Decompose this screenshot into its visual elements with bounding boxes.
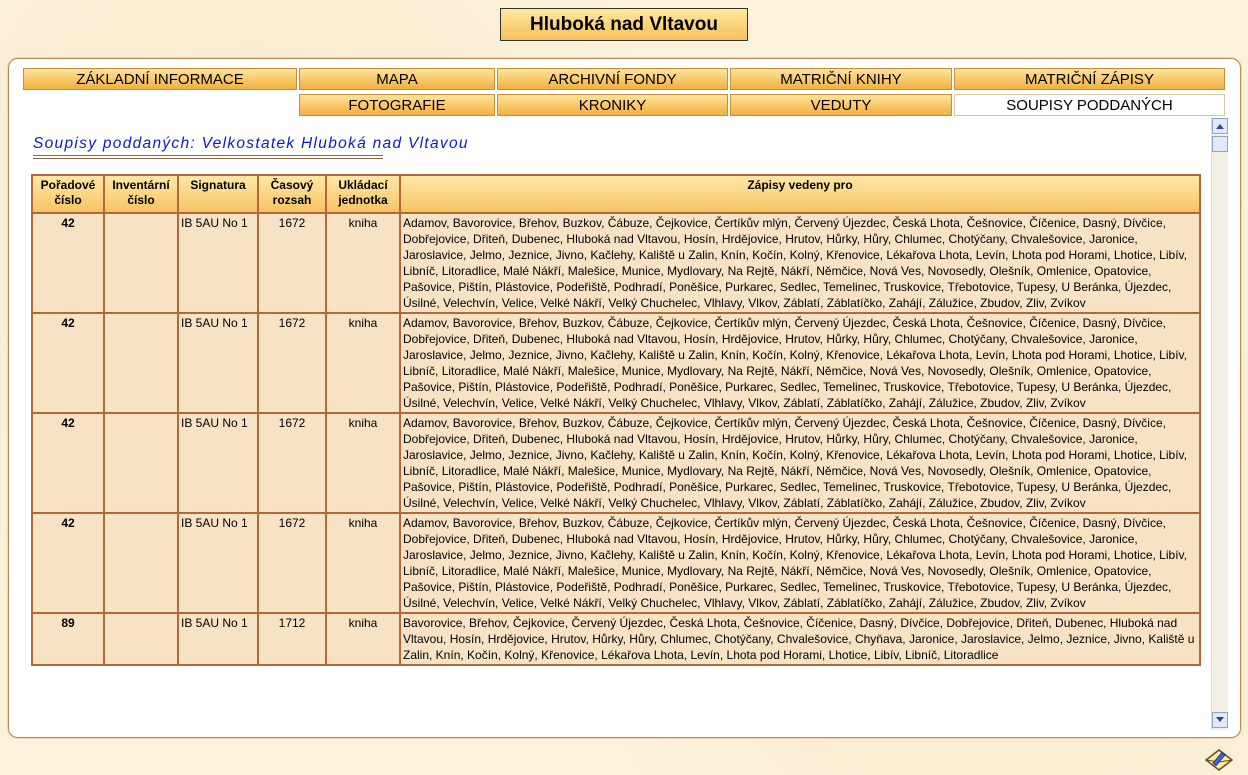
- col-header-poradove-cislo: Pořadové číslo: [32, 175, 104, 213]
- cell-zapisy: Adamov, Bavorovice, Břehov, Buzkov, Čábuze, Čejkovice, Čertíkův mlýn, Červený Újezdec, Česká Lhota, Češnovice, Číčenice, Dasný, Dívčice, Dobřejovice, Dřiteň, Dubenec, Hluboká nad Vltavou, Hosín, Hrdějovice, Hrutov, Hůrky, Hůry, Chlumec, Chotýčany, Chvalešovice, Jaronice, Jaroslavice, Jelmo, Jeznice, Jivno, Kačlehy, Kaliště u Zalin, Knín, Kočín, Kolný, Křenovice, Lékařova Lhota, Levín, Lhota pod Horami, Lhotice, Libív, Libníč, Litoradlice, Malé Nákří, Malešice, Munice, Mydlovary, Na Rejtě, Nákří, Němčice, Nová Ves, Novosedly, Olešník, Omlenice, Opatovice, Pašovice, Pištín, Plástovice, Podeřiště, Podhradí, Poněšice, Purkarec, Sedlec, Temelinec, Truskovice, Třebotovice, Tupesy, U Beránka, Újezdec, Úsilné, Velechvín, Velice, Velké Nákří, Velký Chuchelec, Vlhlavy, Vlkov, Záblatí, Záblatíčko, Zahájí, Zálužice, Zbudov, Zliv, Zvíkov: [400, 513, 1200, 613]
- cell-zapisy: Adamov, Bavorovice, Břehov, Buzkov, Čábuze, Čejkovice, Čertíkův mlýn, Červený Újezdec, Česká Lhota, Češnovice, Číčenice, Dasný, Dívčice, Dobřejovice, Dřiteň, Dubenec, Hluboká nad Vltavou, Hosín, Hrdějovice, Hrutov, Hůrky, Hůry, Chlumec, Chotýčany, Chvalešovice, Jaronice, Jaroslavice, Jelmo, Jeznice, Jivno, Kačlehy, Kaliště u Zalin, Knín, Kočín, Kolný, Křenovice, Lékařova Lhota, Levín, Lhota pod Horami, Lhotice, Libív, Libníč, Litoradlice, Malé Nákří, Malešice, Munice, Mydlovary, Na Rejtě, Nákří, Němčice, Nová Ves, Novosedly, Olešník, Omlenice, Opatovice, Pašovice, Pištín, Plástovice, Podeřiště, Podhradí, Poněšice, Purkarec, Sedlec, Temelinec, Truskovice, Třebotovice, Tupesy, U Beránka, Újezdec, Úsilné, Velechvín, Velice, Velké Nákří, Velký Chuchelec, Vlhlavy, Vlkov, Záblatí, Záblatíčko, Zahájí, Zálužice, Zbudov, Zliv, Zvíkov: [400, 213, 1200, 313]
- col-header-signatura: Signatura: [178, 175, 258, 213]
- cell-inventarni: [104, 513, 178, 613]
- cell-cislo: 42: [32, 313, 104, 413]
- section-heading: Soupisy poddaných: Velkostatek Hluboká nad Vltavou: [33, 135, 469, 152]
- tab-mapa[interactable]: MAPA: [299, 68, 495, 90]
- cell-rozsah: 1672: [258, 313, 326, 413]
- col-header-ukladaci-jednotka: Ukládací jednotka: [326, 175, 400, 213]
- cell-signatura: IB 5AU No 1: [178, 513, 258, 613]
- cell-cislo: 42: [32, 213, 104, 313]
- col-header-casovy-rozsah: Časový rozsah: [258, 175, 326, 213]
- cell-signatura: IB 5AU No 1: [178, 213, 258, 313]
- cell-jednotka: kniha: [326, 513, 400, 613]
- table-row: [32, 513, 1200, 613]
- cell-zapisy: Adamov, Bavorovice, Břehov, Buzkov, Čábuze, Čejkovice, Čertíkův mlýn, Červený Újezdec, Česká Lhota, Češnovice, Číčenice, Dasný, Dívčice, Dobřejovice, Dřiteň, Dubenec, Hluboká nad Vltavou, Hosín, Hrdějovice, Hrutov, Hůrky, Hůry, Chlumec, Chotýčany, Chvalešovice, Jaronice, Jaroslavice, Jelmo, Jeznice, Jivno, Kačlehy, Kaliště u Zalin, Knín, Kočín, Kolný, Křenovice, Lékařova Lhota, Levín, Lhota pod Horami, Lhotice, Libív, Libníč, Litoradlice, Malé Nákří, Malešice, Munice, Mydlovary, Na Rejtě, Nákří, Němčice, Nová Ves, Novosedly, Olešník, Omlenice, Opatovice, Pašovice, Pištín, Plástovice, Podeřiště, Podhradí, Poněšice, Purkarec, Sedlec, Temelinec, Truskovice, Třebotovice, Tupesy, U Beránka, Újezdec, Úsilné, Velechvín, Velice, Velké Nákří, Velký Chuchelec, Vlhlavy, Vlkov, Záblatí, Záblatíčko, Zahájí, Zálužice, Zbudov, Zliv, Zvíkov: [400, 413, 1200, 513]
- col-header-zapisy-vedeny-pro: Zápisy vedeny pro: [400, 175, 1200, 213]
- tab-soupisy-poddanych[interactable]: SOUPISY PODDANÝCH: [954, 94, 1225, 116]
- cell-inventarni: [104, 413, 178, 513]
- table-row: [32, 613, 1200, 665]
- scrollbar-thumb[interactable]: [1212, 136, 1228, 152]
- chevron-up-icon: [1216, 123, 1224, 129]
- vertical-scrollbar[interactable]: [1211, 118, 1228, 730]
- tab-zakladni-informace[interactable]: ZÁKLADNÍ INFORMACE: [23, 68, 297, 90]
- scroll-up-button[interactable]: [1212, 118, 1228, 134]
- cell-jednotka: kniha: [326, 613, 400, 665]
- tab-archivni-fondy[interactable]: ARCHIVNÍ FONDY: [497, 68, 728, 90]
- table-row: [32, 313, 1200, 413]
- cell-zapisy: Bavorovice, Břehov, Čejkovice, Červený Újezdec, Česká Lhota, Češnovice, Číčenice, Dasný, Dívčice, Dobřejovice, Dřiteň, Dubenec, Hluboká nad Vltavou, Hosín, Hrdějovice, Hrutov, Hůrky, Hůry, Chlumec, Chotýčany, Chvalešovice, Chyňava, Jaronice, Jaroslavice, Jelmo, Jeznice, Jivno, Kaliště u Zalin, Knín, Kočín, Kolný, Křenovice, Lékařova Lhota, Levín, Lhota pod Horami, Lhotice, Libív, Libníč, Litoradlice: [400, 613, 1200, 665]
- scroll-down-button[interactable]: [1212, 712, 1228, 728]
- soupisy-table: [31, 174, 1201, 666]
- cell-cislo: 42: [32, 513, 104, 613]
- cell-cislo: 89: [32, 613, 104, 665]
- envelope-pencil-icon[interactable]: [1203, 742, 1235, 774]
- cell-jednotka: kniha: [326, 313, 400, 413]
- cell-rozsah: 1672: [258, 213, 326, 313]
- cell-jednotka: kniha: [326, 213, 400, 313]
- cell-inventarni: [104, 213, 178, 313]
- heading-underline: [33, 155, 383, 159]
- page-title: Hluboká nad Vltavou: [500, 8, 748, 41]
- tab-fotografie[interactable]: FOTOGRAFIE: [299, 94, 495, 116]
- cell-inventarni: [104, 613, 178, 665]
- table-row: [32, 213, 1200, 313]
- cell-jednotka: kniha: [326, 413, 400, 513]
- cell-cislo: 42: [32, 413, 104, 513]
- cell-zapisy: Adamov, Bavorovice, Břehov, Buzkov, Čábuze, Čejkovice, Čertíkův mlýn, Červený Újezdec, Česká Lhota, Češnovice, Číčenice, Dasný, Dívčice, Dobřejovice, Dřiteň, Dubenec, Hluboká nad Vltavou, Hosín, Hrdějovice, Hrutov, Hůrky, Hůry, Chlumec, Chotýčany, Chvalešovice, Jaronice, Jaroslavice, Jelmo, Jeznice, Jivno, Kačlehy, Kaliště u Zalin, Knín, Kočín, Kolný, Křenovice, Lékařova Lhota, Levín, Lhota pod Horami, Lhotice, Libív, Libníč, Litoradlice, Malé Nákří, Malešice, Munice, Mydlovary, Na Rejtě, Nákří, Němčice, Nová Ves, Novosedly, Olešník, Omlenice, Opatovice, Pašovice, Pištín, Plástovice, Podeřiště, Podhradí, Poněšice, Purkarec, Sedlec, Temelinec, Truskovice, Třebotovice, Tupesy, U Beránka, Újezdec, Úsilné, Velechvín, Velice, Velké Nákří, Velký Chuchelec, Vlhlavy, Vlkov, Záblatí, Záblatíčko, Zahájí, Zálužice, Zbudov, Zliv, Zvíkov: [400, 313, 1200, 413]
- tab-matricni-zapisy[interactable]: MATRIČNÍ ZÁPISY: [954, 68, 1225, 90]
- tab-kroniky[interactable]: KRONIKY: [497, 94, 728, 116]
- cell-rozsah: 1672: [258, 513, 326, 613]
- cell-signatura: IB 5AU No 1: [178, 313, 258, 413]
- table-header-row: [32, 175, 1200, 213]
- col-header-inventarni-cislo: Inventární číslo: [104, 175, 178, 213]
- tab-matricni-knihy[interactable]: MATRIČNÍ KNIHY: [730, 68, 952, 90]
- cell-inventarni: [104, 313, 178, 413]
- tab-veduty[interactable]: VEDUTY: [730, 94, 952, 116]
- content-area: [31, 134, 1203, 730]
- cell-signatura: IB 5AU No 1: [178, 613, 258, 665]
- cell-rozsah: 1712: [258, 613, 326, 665]
- table-row: [32, 413, 1200, 513]
- chevron-down-icon: [1216, 717, 1224, 723]
- cell-rozsah: 1672: [258, 413, 326, 513]
- cell-signatura: IB 5AU No 1: [178, 413, 258, 513]
